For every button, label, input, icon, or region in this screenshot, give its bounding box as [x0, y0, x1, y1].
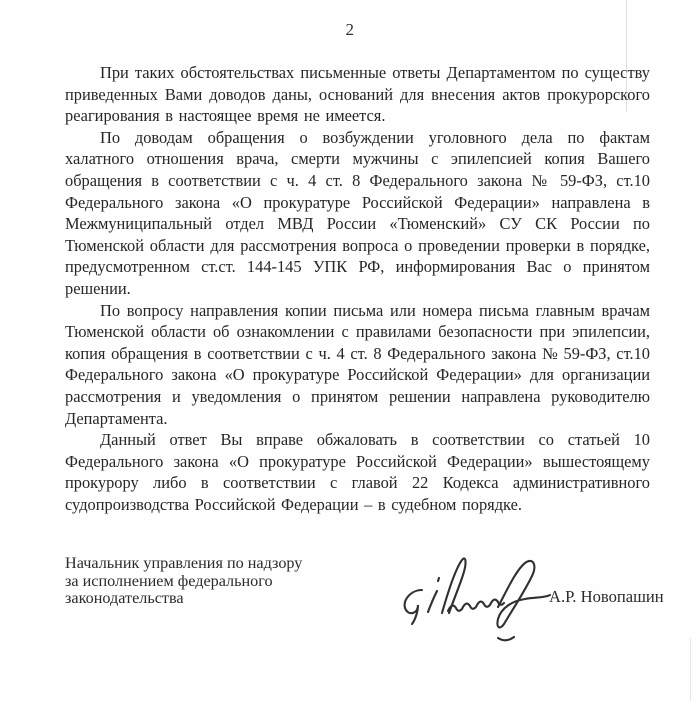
letter-body [65, 62, 650, 515]
signatory-position-line: за исполнением федерального [65, 571, 273, 590]
scan-artifact-line [690, 638, 691, 701]
signatory-name: А.Р. Новопашин [549, 587, 664, 606]
scan-artifact-line [626, 0, 627, 112]
body-paragraph: По доводам обращения о возбуждении уголовного дела по фактам халатного отношения врача, смерти мужчины с эпилепсией копия Вашего обращения в соответствии с ч. 4 ст. 8 Федерального закона № 59-ФЗ, ст.10 Федерального закона «О прокуратуре Российской Федерации» направлена в Межмуниципальный отдел МВД России «Тюменский» СУ СК России по Тюменской области для рассмотрения вопроса о проведении проверки в порядке, предусмотренном ст.ст. 144-145 УПК РФ, информирования Вас о принятом решении. [65, 127, 650, 298]
signatory-position-title [65, 555, 395, 608]
page-number: 2 [345, 20, 355, 39]
signature-block [0, 545, 700, 695]
signatory-position-line: Начальник управления по надзору [65, 554, 303, 572]
body-paragraph: При таких обстоятельствах письменные ответы Департаментом по существу приведенных Вами доводов даны, оснований для внесения актов прокурорского реагирования в настоящее время не имеется. [65, 63, 650, 126]
signatory-position-line: законодательства [65, 589, 184, 607]
body-paragraph: По вопросу направления копии письма или номера письма главным врачам Тюменской области об ознакомлении с правилами безопасности при эпилепсии, копия обращения в соответствии с ч. 4 ст. 8 Федерального закона № 59-ФЗ, ст.10 Федерального закона «О прокуратуре Российской Федерации» для организации рассмотрения и уведомления о принятом решении направлена руководителю Департамента. [65, 300, 650, 428]
body-paragraph: Данный ответ Вы вправе обжаловать в соответствии со статьей 10 Федерального закона «О прокуратуре Российской Федерации» вышестоящему прокурору либо в соответствии с главой 22 Кодекса административного судопроизводства Российской Федерации – в судебном порядке. [65, 430, 650, 514]
handwritten-signature [398, 550, 558, 645]
